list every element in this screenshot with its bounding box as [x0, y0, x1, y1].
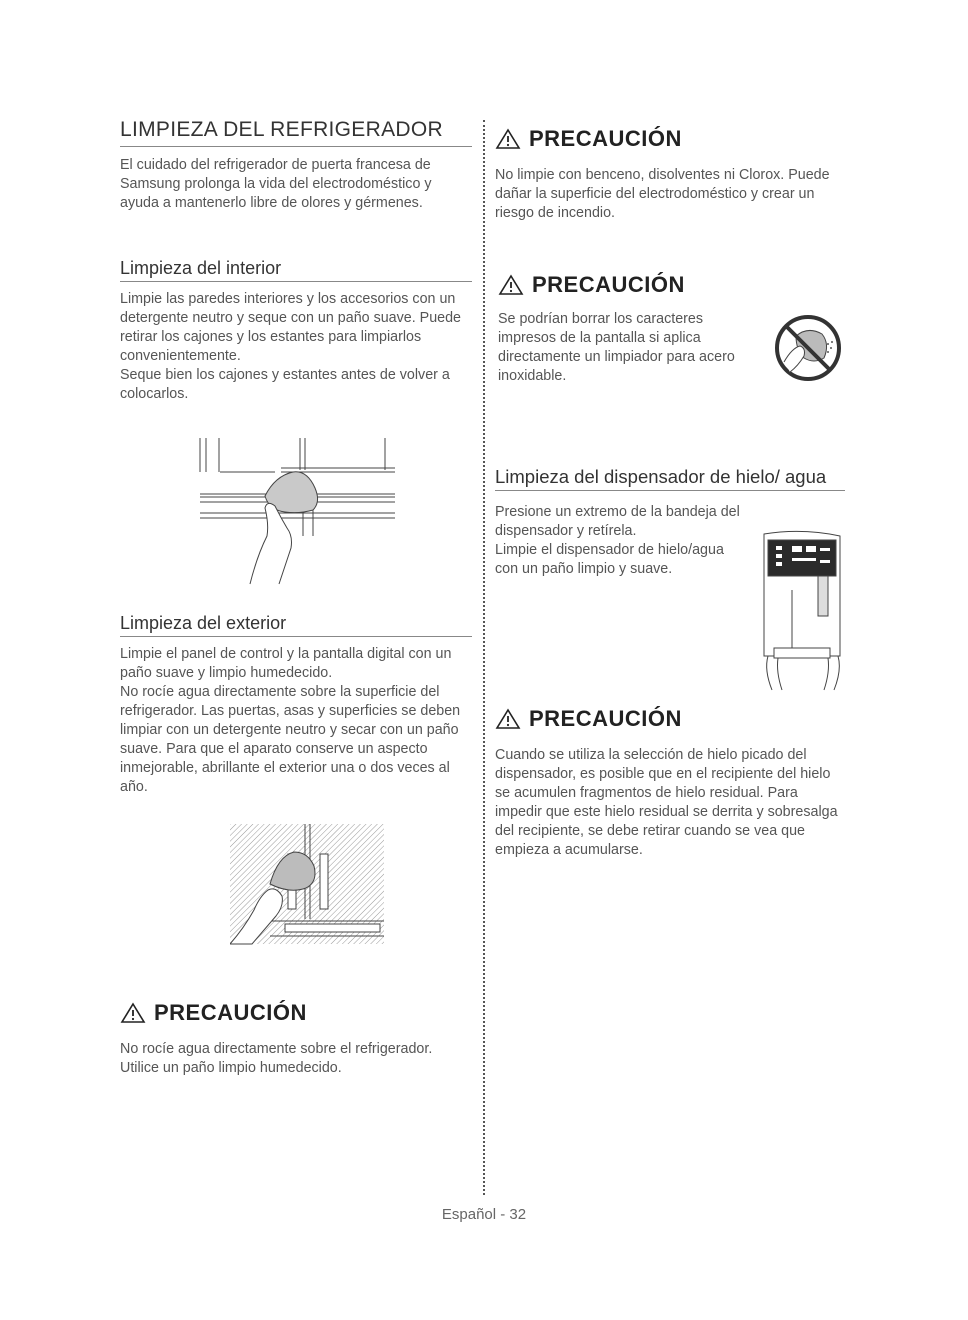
right-precaution-1	[495, 126, 845, 223]
left-column	[120, 118, 472, 404]
no-spray-prohibition-icon	[774, 314, 842, 382]
interior-text-2: Seque bien los cajones y estantes antes de volver a colocarlos.	[120, 367, 450, 402]
dispenser-text-2: Limpie el dispensador de hielo/agua con un paño limpio y suave.	[495, 542, 724, 577]
precaution-text: Cuando se utiliza la selección de hielo picado del dispensador, es posible que en el recipiente del hielo se acumulen fragmentos de hielo residual. Para impedir que este hielo residual se derrita y sobresalga del recipiente, se debe retirar cuando se vea que empieza a acumularse.	[495, 747, 838, 858]
precaution-heading	[120, 1000, 472, 1026]
precaution-text: Se podrían borrar los caracteres impresos de la pantalla si aplica directamente un limpiador para acero inoxidable.	[498, 311, 735, 384]
left-precaution	[120, 1000, 472, 1078]
precaution-heading	[495, 126, 845, 152]
exterior-text-2: No rocíe agua directamente sobre la superficie del refrigerador. Las puertas, asas y superficies se deben limpiar con un detergente neutro y secar con un paño suave. Para que el aparato conserve un aspecto inmejorable, abrillante el exterior una o dos veces al año.	[120, 684, 461, 795]
dispenser-illustration	[762, 530, 842, 692]
right-precaution-3	[495, 706, 845, 860]
precaution-label: PRECAUCIÓN	[154, 1000, 307, 1025]
precaution-text: No limpie con benceno, disolventes ni Clorox. Puede dañar la superficie del electrodoméstico y crear un riesgo de incendio.	[495, 167, 830, 221]
precaution-label: PRECAUCIÓN	[532, 272, 685, 297]
column-divider	[483, 120, 485, 1195]
precaution-heading	[495, 706, 845, 732]
warning-triangle-icon	[120, 1002, 146, 1024]
warning-triangle-icon	[498, 274, 524, 296]
precaution-heading	[498, 272, 848, 298]
page-title: LIMPIEZA DEL REFRIGERADOR	[120, 118, 472, 147]
dispenser-heading: Limpieza del dispensador de hielo/ agua	[495, 466, 845, 491]
exterior-text-1: Limpie el panel de control y la pantalla digital con un paño suave y limpio humedecido.	[120, 646, 452, 681]
intro-text: El cuidado del refrigerador de puerta francesa de Samsung prolonga la vida del electrodoméstico y ayuda a mantenerlo libre de olores y gérmenes.	[120, 157, 432, 211]
exterior-section	[120, 612, 472, 797]
warning-triangle-icon	[495, 128, 521, 150]
interior-heading: Limpieza del interior	[120, 257, 472, 282]
page-footer: Español - 32	[441, 1206, 527, 1223]
precaution-label: PRECAUCIÓN	[529, 126, 682, 151]
warning-triangle-icon	[495, 708, 521, 730]
dispenser-text-1: Presione un extremo de la bandeja del dispensador y retírela.	[495, 504, 740, 539]
exterior-cleaning-illustration	[230, 824, 386, 946]
interior-text-1: Limpie las paredes interiores y los accesorios con un detergente neutro y seque con un paño suave. Puede retirar los cajones y los estantes para limpiarlos convenientemente.	[120, 291, 462, 364]
precaution-label: PRECAUCIÓN	[529, 706, 682, 731]
interior-cleaning-illustration	[195, 436, 400, 586]
precaution-text: No rocíe agua directamente sobre el refrigerador. Utilice un paño limpio humedecido.	[120, 1041, 433, 1076]
exterior-heading: Limpieza del exterior	[120, 612, 472, 637]
